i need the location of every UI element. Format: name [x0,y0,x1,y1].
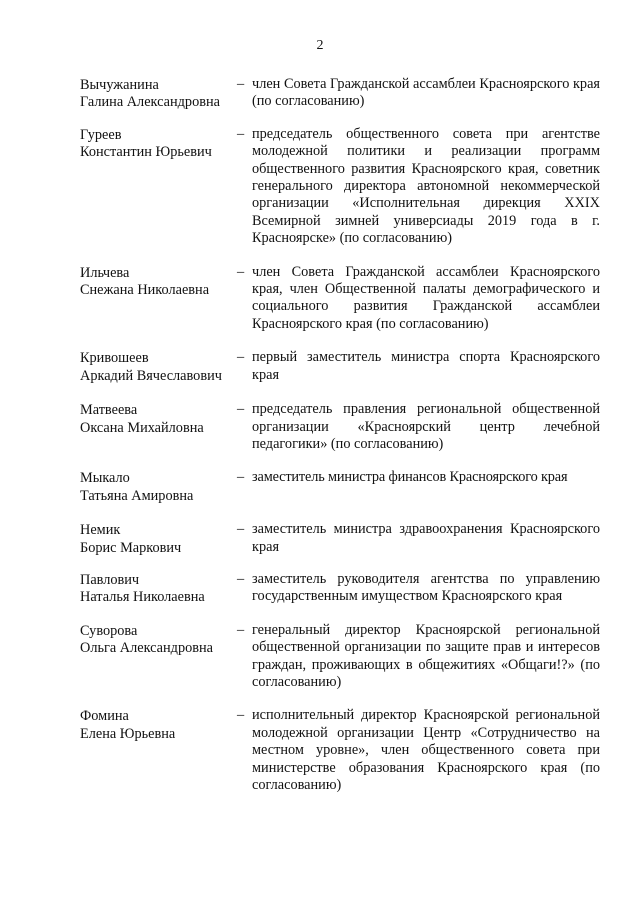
list-item [80,622,600,692]
list-item [80,76,600,112]
person-given-names: Борис Маркович [80,539,182,556]
person-name [80,126,237,248]
person-surname: Павлович [80,571,140,588]
person-given-names: Наталья Николаевна [80,589,205,606]
person-position: председатель правления региональной общественной организации «Красноярский центр лечебной педагогики» (по согласованию) [252,401,600,452]
person-surname: Кривошеев [80,350,149,367]
person-name [80,264,237,334]
person-given-names: Елена Юрьевна [80,725,176,742]
person-surname: Немик [80,522,121,539]
dash-separator: – [237,570,245,587]
person-position: заместитель руководителя агентства по управлению государственным имуществом Красноярского края [252,570,600,605]
dash-separator: – [237,263,245,280]
page-number: 2 [316,38,324,53]
person-position: заместитель министра здравоохранения Красноярского края [252,521,600,555]
list-item [80,401,600,453]
person-surname: Матвеева [80,402,138,419]
person-given-names: Аркадий Вячеславович [80,367,222,384]
list-item [80,469,600,505]
person-given-names: Снежана Николаевна [80,282,210,299]
list-item [80,521,600,557]
dash-separator: – [237,76,245,92]
person-given-names: Галина Александровна [80,94,220,111]
list-item [80,349,600,385]
person-surname: Мыкало [80,470,130,487]
person-name [80,401,237,453]
person-surname: Вычужанина [80,77,159,93]
dash-separator: – [237,707,245,724]
person-name [80,622,237,692]
person-surname: Ильчева [80,264,130,281]
dash-separator: – [237,401,245,418]
person-surname: Гуреев [80,126,122,143]
dash-separator: – [237,349,245,366]
person-position: председатель общественного совета при агентстве молодежной политики и реализации программ общественного развития Красноярского края, советник генерального директора автономной некоммерческой организации «Исполнительная дирекция XXIX Всемирной зимней универсиады 2019 года в г. Красноярске» (по согласованию) [252,125,600,247]
person-position: генеральный директор Красноярской региональной общественной организации по защите прав и интересов граждан, проживающих в общежитиях «Общаги!?» (по согласованию) [252,621,600,690]
person-given-names: Татьяна Амировна [80,487,194,504]
members-list [80,76,600,794]
person-position: исполнительный директор Красноярской региональной молодежной организации Центр «Сотрудничество на местном уровне», член общественного совета при министерстве образования Красноярского края (по согласованию) [252,707,600,793]
person-given-names: Константин Юрьевич [80,144,212,161]
person-name [80,521,237,557]
list-item [80,571,600,607]
list-item [80,126,600,248]
dash-separator: – [237,521,245,538]
person-name [80,349,237,385]
person-position: член Совета Гражданской ассамблеи Красноярского края, член Общественной палаты демографического и социального развития Гражданской ассамблеи Красноярского края (по согласованию) [252,263,600,332]
person-given-names: Оксана Михайловна [80,419,204,436]
dash-separator: – [237,469,245,486]
dash-separator: – [237,621,245,638]
person-surname: Фомина [80,708,129,725]
person-name [80,571,237,607]
person-name [80,707,237,794]
dash-separator: – [237,125,245,142]
person-name [80,469,237,505]
person-surname: Суворова [80,622,138,639]
list-item [80,707,600,794]
list-item [80,264,600,334]
person-position: член Совета Гражданской ассамблеи Красноярского края (по согласованию) [252,76,600,110]
person-position: первый заместитель министра спорта Красноярского края [252,349,600,383]
person-position: заместитель министра финансов Красноярского края [252,469,568,486]
person-name [80,76,237,112]
person-given-names: Ольга Александровна [80,640,213,657]
